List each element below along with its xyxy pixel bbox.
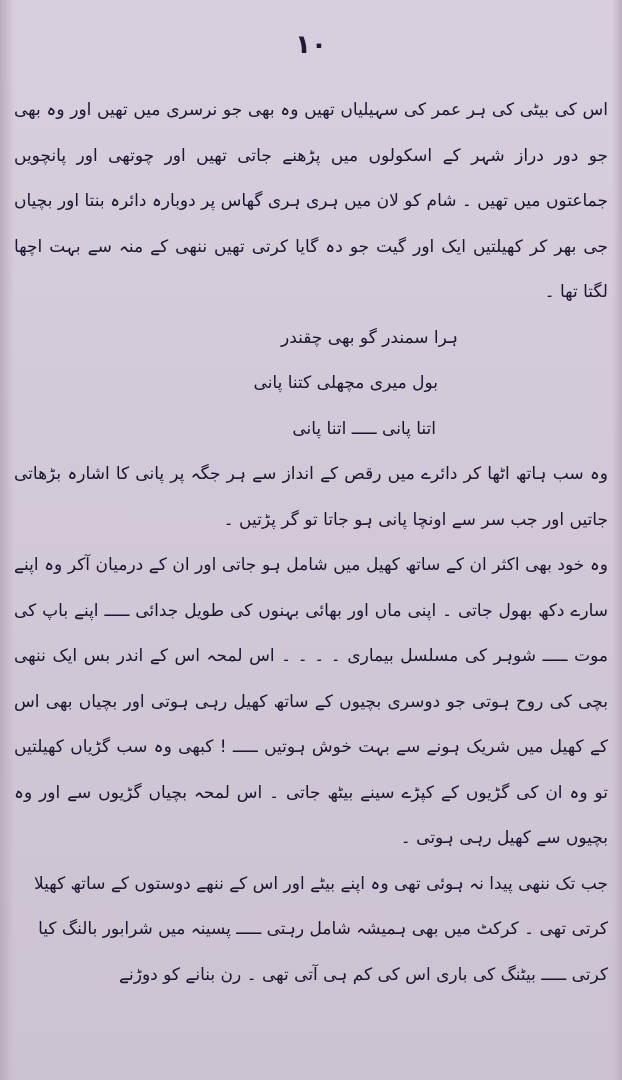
paragraph: وہ سب ہاتھ اٹھا کر دائرے میں رقص کے انداز سے ہر جگہ پر پانی کا اشارہ بڑھاتی جاتیں اور جب سر سے اونچا پانی ہو جاتا تو گر پڑتیں ۔ <box>14 464 608 530</box>
page-right-shadow <box>612 0 622 1080</box>
body-text <box>14 88 608 998</box>
paragraph: وہ خود بھی اکثر ان کے ساتھ کھیل میں شامل ہو جاتی اور ان کے درمیان آکر وہ اپنے سارے دکھ بھول جاتی ۔ اپنی ماں اور بھائی بہنوں کی طویل جدائی ـــــ اپنے باپ کی موت ـــــ شوہر کی مسلسل بیماری ۔ ۔ ۔ ۔ اس لمحہ اس کے اندر بس ایک ننھی بچی کی روح ہوتی جو دوسری بچیوں کے ساتھ کھیل رہی ہوتی اور بچیاں بھی اس کے کھیل میں شریک ہونے سے بہت خوش ہوتیں ـــــ ! کبھی وہ سب گڑیاں کھیلتیں تو وہ ان کی گڑیوں کے کپڑے سینے بیٹھ جاتی ۔ اس لمحہ بچیاں گڑیوں سے اور وہ بچیوں سے کھیل رہی ہوتی ۔ <box>14 555 608 848</box>
verse-line: اتنا پانی ـــــ اتنا پانی <box>292 418 436 439</box>
page-left-shadow <box>0 0 14 1080</box>
paragraph: جب تک ننھی پیدا نہ ہوئی تھی وہ اپنے بیٹے اور اس کے ننھے دوستوں کے ساتھ کھیلا کرتی تھی ۔ کرکٹ میں بھی ہمیشہ شامل رہتی ـــــ پسینہ میں شرابور بالنگ کیا کرتی ـــــ بیٹنگ کی باری اس کی کم ہی آتی تھی ۔ رن بنانے کو دوڑنے <box>33 873 608 985</box>
verse-line: بول میری مچھلی کتنا پانی <box>253 373 438 393</box>
verse-line: ہرا سمندر گو بھی چقندر <box>281 327 458 348</box>
paragraph: اس کی بیٹی کی ہر عمر کی سہیلیاں تھیں وہ بھی جو نرسری میں تھیں اور وہ بھی جو دور دراز شہر کے اسکولوں میں پڑھنے جاتی تھیں اور چوتھی اور پانچویں جماعتوں میں تھیں ۔ شام کو لان میں ہری ہری گھاس پر دوبارہ دائرہ بنتا اور بچیاں جی بھر کر کھیلتیں ایک اور گیت جو دہ گایا کرتی تھیں ننھی کے منہ سے بہت اچھا لگتا تھا ۔ <box>14 100 608 302</box>
page-number: ١٠ <box>295 30 327 60</box>
